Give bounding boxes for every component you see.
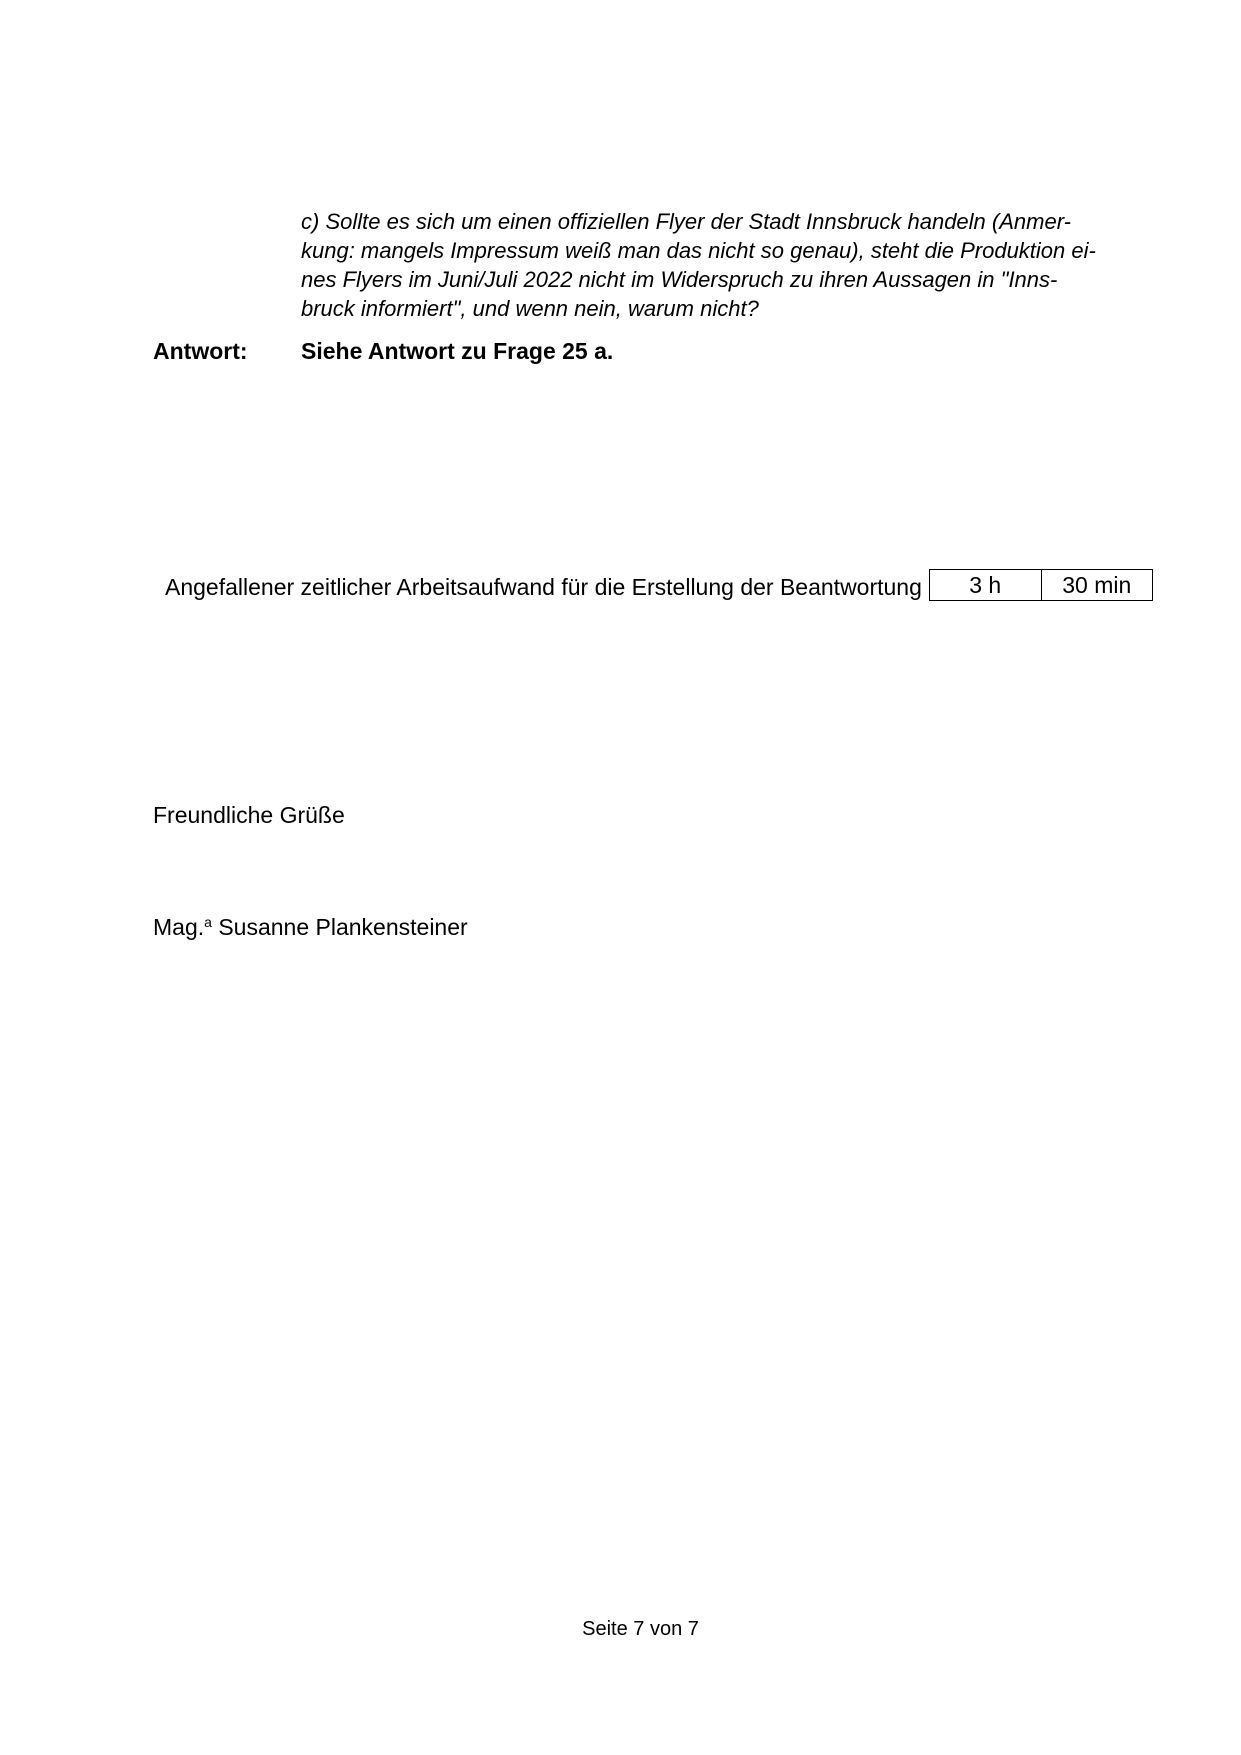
question-text xyxy=(301,207,1131,323)
question-line: bruck informiert", und wenn nein, warum nicht? xyxy=(301,296,759,321)
signer-name: Susanne Plankensteiner xyxy=(211,914,468,940)
page-number: Seite 7 von 7 xyxy=(582,1618,699,1640)
question-line: kung: mangels Impressum weiß man das nicht so genau), steht die Produktion ei- xyxy=(301,238,1096,263)
answer-text: Siehe Antwort zu Frage 25 a. xyxy=(301,338,614,364)
signer-title: Mag. xyxy=(153,914,205,940)
signer-title-sup: a xyxy=(204,914,212,930)
answer-label: Antwort: xyxy=(153,338,248,364)
question-line: c) Sollte es sich um einen offiziellen Flyer der Stadt Innsbruck handeln (Anmer- xyxy=(301,209,1071,234)
effort-minutes: 30 min xyxy=(1062,571,1132,598)
effort-hours: 3 h xyxy=(930,570,1042,600)
question-line: nes Flyers im Juni/Juli 2022 nicht im Widerspruch zu ihren Aussagen in "Inns- xyxy=(301,267,1058,292)
signer xyxy=(153,912,468,942)
effort-label: Angefallener zeitlicher Arbeitsaufwand für die Erstellung der Beantwortung xyxy=(165,574,922,600)
closing-greeting: Freundliche Grüße xyxy=(153,802,345,828)
effort-box xyxy=(929,569,1153,601)
